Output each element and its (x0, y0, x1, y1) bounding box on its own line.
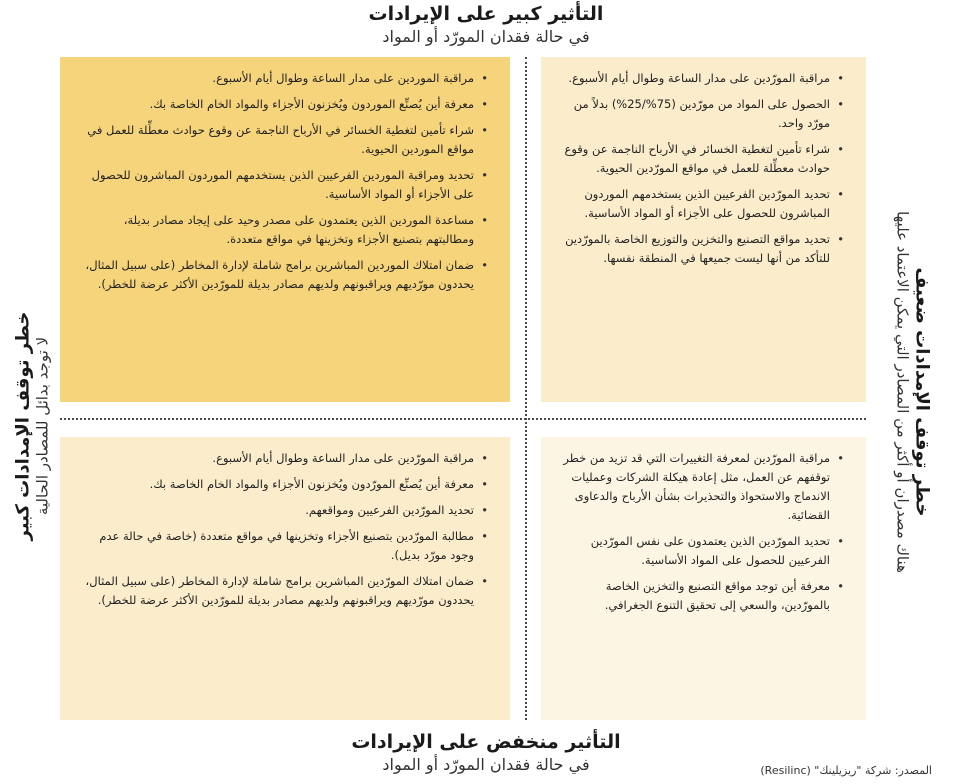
list-item: • مراقبة الموردين على مدار الساعة وطوال أيام الأسبوع. (80, 69, 488, 88)
left-axis-main: خطر توقف الإمدادات كبير (12, 311, 34, 541)
top-axis-sub: في حالة فقدان المورّد أو المواد (382, 27, 590, 46)
quadrant-top-left (60, 57, 510, 402)
left-axis-label (13, 312, 52, 541)
list-item: • مراقبة المورّدين على مدار الساعة وطوال أيام الأسبوع. (80, 449, 488, 468)
left-axis-sub: لا توجد بدائل للمصادر الحالية (33, 336, 52, 516)
top-axis-title (0, 3, 972, 46)
right-axis-label (894, 211, 933, 573)
list-item: • مراقبة المورّدين لمعرفة التغييرات التي قد تزيد من خطر توقفهم عن العمل، مثل إعادة هيكلة الشركات وعمليات الاندماج والاستحواذ والتحذيرات بشأن الأرباح والدعاوى القضائية. (561, 449, 844, 525)
list-item: • مساعدة الموردين الذين يعتمدون على مصدر وحيد على إيجاد مصادر بديلة، ومطالبتهم بتصنيع الأجزاء وتخزينها في مواقع متعددة. (80, 211, 488, 249)
top-axis-main: التأثير كبير على الإيرادات (368, 3, 604, 25)
list-item: • تحديد المورّدين الفرعيين الذين يستخدمهم الموردون المباشرون للحصول على الأجزاء أو المواد الأساسية. (561, 185, 844, 223)
quadrant-list (561, 69, 844, 268)
quadrant-list (561, 449, 844, 615)
quadrant-bottom-right (541, 437, 866, 720)
bottom-axis-main: التأثير منخفض على الإيرادات (351, 731, 621, 753)
quadrant-list (80, 69, 488, 294)
source-note: المصدر: شركة "ريزيلينك" (Resilinc) (760, 764, 932, 777)
right-axis-sub: هناك مصدران أو أكثر من المصادر التي يمكن الاعتماد عليها (893, 211, 912, 573)
list-item: • الحصول على المواد من مورّدين (75%/25%) بدلاً من مورّد واحد. (561, 95, 844, 133)
list-item: • تحديد مواقع التصنيع والتخزين والتوزيع الخاصة بالمورّدين للتأكد من أنها ليست جميعها في المنطقة نفسها. (561, 230, 844, 268)
quadrant-top-right (541, 57, 866, 402)
horizontal-divider (60, 418, 866, 420)
list-item: • تحديد ومراقبة الموردين الفرعيين الذين يستخدمهم الموردون المباشرون للحصول على الأجزاء أو المواد الأساسية. (80, 166, 488, 204)
list-item: • معرفة أين توجد مواقع التصنيع والتخزين الخاصة بالمورّدين، والسعي إلى تحقيق التنوع الجغرافي. (561, 577, 844, 615)
list-item: • ضمان امتلاك الموردين المباشرين برامج شاملة لإدارة المخاطر (على سبيل المثال، يحددون مورّديهم ويراقبونهم ولديهم مصادر بديلة للمورّدين الأكثر عرضة للخطر). (80, 256, 488, 294)
quadrant-list (80, 449, 488, 610)
vertical-divider (525, 57, 527, 720)
list-item: • مراقبة المورّدين على مدار الساعة وطوال أيام الأسبوع. (561, 69, 844, 88)
list-item: • شراء تأمين لتغطية الخسائر في الأرباح الناجمة عن وقوع حوادث معطِّلة للعمل في مواقع الموردين الحيوية. (80, 121, 488, 159)
list-item: • شراء تأمين لتغطية الخسائر في الأرباح الناجمة عن وقوع حوادث معطِّلة للعمل في مواقع المورّدين الحيوية. (561, 140, 844, 178)
list-item: • معرفة أين يُصنِّع الموردون ويُخزنون الأجزاء والمواد الخام الخاصة بك. (80, 95, 488, 114)
list-item: • مطالبة المورّدين بتصنيع الأجزاء وتخزينها في مواقع متعددة (خاصة في حالة عدم وجود مورّد بديل). (80, 527, 488, 565)
quadrant-bottom-left (60, 437, 510, 720)
list-item: • ضمان امتلاك المورّدين المباشرين برامج شاملة لإدارة المخاطر (على سبيل المثال، يحددون مورّديهم ويراقبونهم ولديهم مصادر بديلة للمورّدين الأكثر عرضة للخطر). (80, 572, 488, 610)
bottom-axis-sub: في حالة فقدان المورّد أو المواد (382, 755, 590, 774)
list-item: • تحديد المورّدين الذين يعتمدون على نفس المورّدين الفرعيين للحصول على المواد الأساسية. (561, 532, 844, 570)
list-item: • معرفة أين يُصنِّع المورّدون ويُخزنون الأجزاء والمواد الخام الخاصة بك. (80, 475, 488, 494)
right-axis-main: خطر توقف الإمدادات ضعيف (911, 267, 933, 517)
list-item: • تحديد المورّدين الفرعيين ومواقعهم. (80, 501, 488, 520)
